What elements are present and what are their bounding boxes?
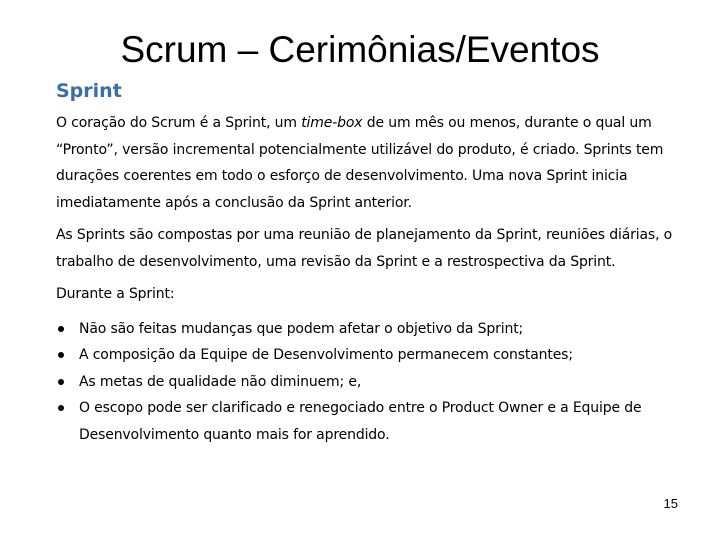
list-item-text: A composição da Equipe de Desenvolvimento permanecem constantes; (79, 347, 573, 363)
paragraph-sprint-composition: As Sprints são compostas por uma reunião de planejamento da Sprint, reuniões diárias, o trabalho de desenvolvimento, uma revisão da Sprint e a restrospectiva da Sprint. (56, 227, 673, 270)
page-number: 15 (663, 496, 678, 511)
bullet-icon (58, 379, 64, 385)
list-item (56, 395, 706, 448)
bullet-icon (58, 352, 64, 358)
list-item-text: O escopo pode ser clarificado e renegociado entre o Product Owner e a Equipe de Desenvolvimento quanto mais for aprendido. (79, 400, 642, 443)
list-item (56, 342, 706, 369)
paragraph-sprint-definition (56, 110, 706, 216)
section-heading: Sprint (56, 80, 122, 102)
list-item-text: As metas de qualidade não diminuem; e, (79, 373, 362, 390)
bullet-list (56, 316, 706, 449)
list-item (56, 369, 706, 396)
paragraph-during-sprint: Durante a Sprint: (56, 286, 175, 302)
list-item-text: Não são feitas mudanças que podem afetar o objetivo da Sprint; (79, 320, 524, 337)
slide-title: Scrum – Cerimônias/Eventos (120, 29, 600, 70)
content-area (56, 78, 706, 448)
bullet-icon (58, 326, 64, 332)
paragraph-italic-term: time-box (301, 115, 363, 131)
list-item (56, 316, 706, 343)
bullet-icon (58, 405, 64, 411)
paragraph-text: O coração do Scrum é a Sprint, um (56, 115, 302, 131)
paragraph-text: de um mês ou menos, durante o qual um “Pronto”, versão incremental potencialmente utilizável do produto, é criado. Sprints tem durações coerentes em todo o esforço de desenvolvimento. Uma nova Sprint inicia imediatamente após a conclusão da Sprint anterior. (56, 115, 664, 211)
